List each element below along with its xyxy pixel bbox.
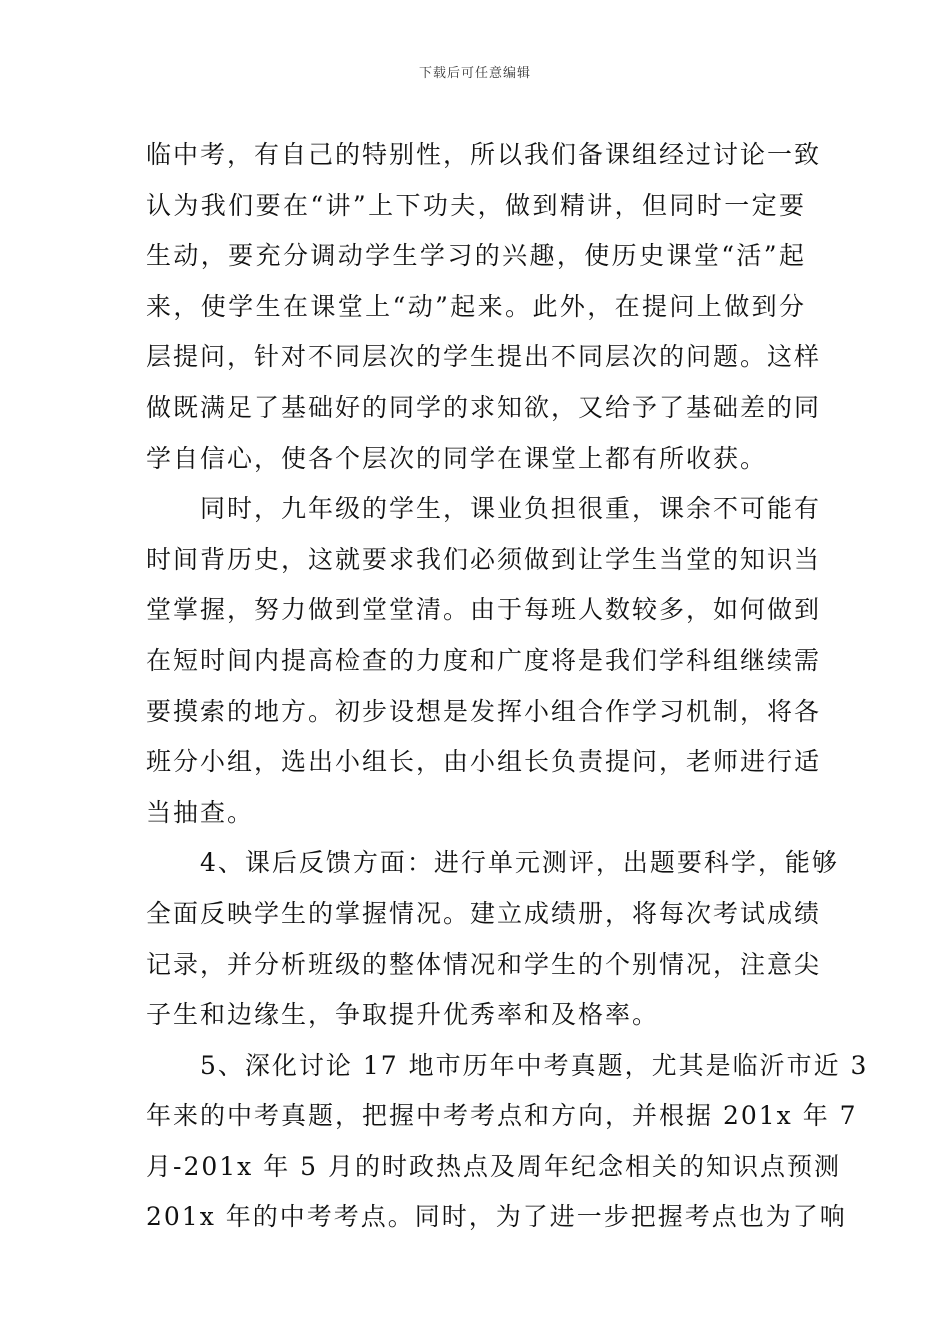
text-line: 年来的中考真题，把握中考考点和方向，并根据 201x 年 7 <box>146 1101 858 1131</box>
document-body <box>146 130 869 1243</box>
text-line: 全面反映学生的掌握情况。建立成绩册，将每次考试成绩 <box>146 898 822 928</box>
text-line: 5、深化讨论 17 地市历年中考真题，尤其是临沂市近 3 <box>200 1050 869 1080</box>
text-line: 学自信心，使各个层次的同学在课堂上都有所收获。 <box>146 443 768 473</box>
page-header: 下载后可任意编辑 <box>418 66 531 81</box>
text-line: 时间背历史，这就要求我们必须做到让学生当堂的知识当 <box>146 544 822 574</box>
text-line: 做既满足了基础好的同学的求知欲，又给予了基础差的同 <box>146 392 822 422</box>
text-line: 在短时间内提高检查的力度和广度将是我们学科组继续需 <box>146 645 822 675</box>
text-line: 月-201x 年 5 月的时政热点及周年纪念相关的知识点预测 <box>146 1151 842 1181</box>
text-line: 4、课后反馈方面：进行单元测评，出题要科学，能够 <box>200 848 839 878</box>
text-line: 认为我们要在“讲”上下功夫，做到精讲，但同时一定要 <box>146 190 806 220</box>
text-line: 来，使学生在课堂上“动”起来。此外，在提问上做到分 <box>146 291 806 321</box>
text-line: 子生和边缘生，争取提升优秀率和及格率。 <box>146 1000 660 1030</box>
text-line: 班分小组，选出小组长，由小组长负责提问，老师进行适 <box>146 747 822 777</box>
text-line: 201x 年的中考考点。同时，为了进一步把握考点也为了响 <box>146 1202 847 1232</box>
text-line: 记录，并分析班级的整体情况和学生的个别情况，注意尖 <box>146 949 822 979</box>
text-line: 生动，要充分调动学生学习的兴趣，使历史课堂“活”起 <box>146 241 806 271</box>
text-line: 要摸索的地方。初步设想是发挥小组合作学习机制，将各 <box>146 696 822 726</box>
text-line: 当抽查。 <box>146 797 255 827</box>
text-line: 层提问，针对不同层次的学生提出不同层次的问题。这样 <box>146 342 822 372</box>
text-line: 同时，九年级的学生，课业负担很重，课余不可能有 <box>200 494 822 524</box>
text-line: 堂掌握，努力做到堂堂清。由于每班人数较多，如何做到 <box>146 595 822 625</box>
text-line: 临中考，有自己的特别性，所以我们备课组经过讨论一致 <box>146 140 822 169</box>
